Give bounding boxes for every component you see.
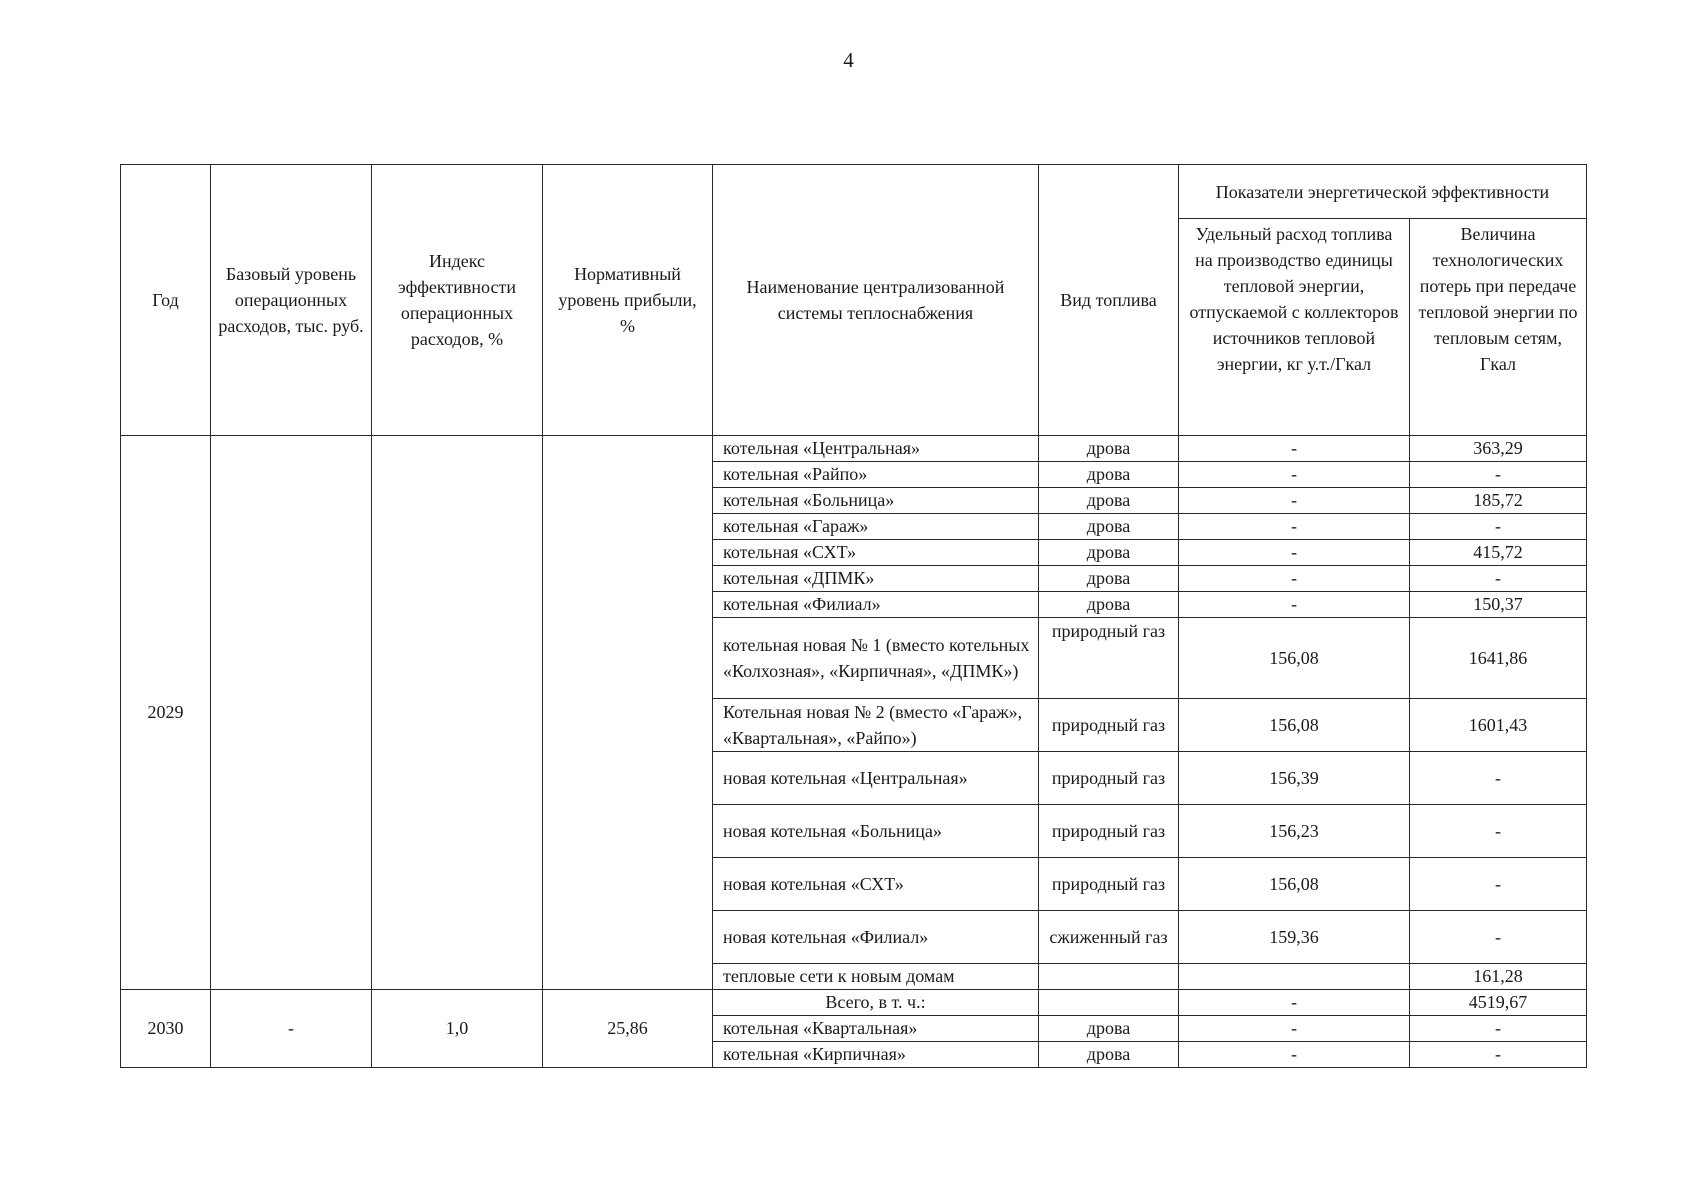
- fuel-cell: [1039, 990, 1179, 1016]
- fuel-cell: дрова: [1039, 514, 1179, 540]
- losses-cell: -: [1410, 752, 1587, 805]
- fuel-cell: дрова: [1039, 1042, 1179, 1068]
- losses-cell: 1641,86: [1410, 618, 1587, 699]
- profit-level-cell: 25,86: [543, 990, 713, 1068]
- header-efficiency-index: Индекс эффективности операционных расходов, %: [372, 165, 543, 436]
- efficiency-index-cell: [372, 436, 543, 990]
- system-name-cell: котельная «Больница»: [713, 488, 1039, 514]
- losses-cell: -: [1410, 911, 1587, 964]
- header-base-level: Базовый уровень операционных расходов, тыс. руб.: [211, 165, 372, 436]
- losses-cell: 363,29: [1410, 436, 1587, 462]
- fuel-cell: дрова: [1039, 1016, 1179, 1042]
- header-profit-level: Нормативный уровень прибыли, %: [543, 165, 713, 436]
- year-cell: 2029: [121, 436, 211, 990]
- header-specific-fuel: [1179, 219, 1410, 436]
- specific-fuel-cell: -: [1179, 514, 1410, 540]
- fuel-cell: дрова: [1039, 436, 1179, 462]
- losses-cell: -: [1410, 566, 1587, 592]
- losses-cell: -: [1410, 805, 1587, 858]
- losses-cell: -: [1410, 1016, 1587, 1042]
- fuel-cell: дрова: [1039, 488, 1179, 514]
- system-name-cell: новая котельная «Больница»: [713, 805, 1039, 858]
- base-level-cell: [211, 436, 372, 990]
- specific-fuel-cell: -: [1179, 488, 1410, 514]
- fuel-cell: природный газ: [1039, 618, 1179, 699]
- fuel-cell: дрова: [1039, 462, 1179, 488]
- specific-fuel-cell: -: [1179, 462, 1410, 488]
- specific-fuel-cell: -: [1179, 566, 1410, 592]
- header-year: Год: [121, 165, 211, 436]
- profit-level-cell: [543, 436, 713, 990]
- system-name-cell: новая котельная «СХТ»: [713, 858, 1039, 911]
- table-row: [121, 990, 1587, 1016]
- system-name-cell: котельная «Квартальная»: [713, 1016, 1039, 1042]
- system-name-cell: котельная «СХТ»: [713, 540, 1039, 566]
- specific-fuel-cell: 156,08: [1179, 699, 1410, 752]
- page-number: 4: [843, 48, 854, 72]
- table-row: [121, 436, 1587, 462]
- system-name-cell: новая котельная «Филиал»: [713, 911, 1039, 964]
- specific-fuel-cell: 159,36: [1179, 911, 1410, 964]
- specific-fuel-cell: -: [1179, 1042, 1410, 1068]
- system-name-cell: котельная «Центральная»: [713, 436, 1039, 462]
- system-name-cell: новая котельная «Центральная»: [713, 752, 1039, 805]
- header-losses-text: Величина технологических потерь при передаче тепловой энергии по тепловым сетям, Гкал: [1418, 224, 1578, 374]
- tariff-table: [120, 164, 1587, 1068]
- efficiency-index-cell: 1,0: [372, 990, 543, 1068]
- specific-fuel-cell: -: [1179, 540, 1410, 566]
- fuel-cell: сжиженный газ: [1039, 911, 1179, 964]
- system-name-cell: котельная «Гараж»: [713, 514, 1039, 540]
- system-name-cell: котельная «Райпо»: [713, 462, 1039, 488]
- losses-cell: -: [1410, 514, 1587, 540]
- system-name-cell: котельная «Кирпичная»: [713, 1042, 1039, 1068]
- fuel-cell: дрова: [1039, 566, 1179, 592]
- header-fuel-type: Вид топлива: [1039, 165, 1179, 436]
- header-losses: [1410, 219, 1587, 436]
- year-cell: 2030: [121, 990, 211, 1068]
- specific-fuel-cell: [1179, 964, 1410, 990]
- fuel-cell: природный газ: [1039, 699, 1179, 752]
- specific-fuel-cell: -: [1179, 436, 1410, 462]
- losses-cell: -: [1410, 1042, 1587, 1068]
- system-name-cell: Котельная новая № 2 (вместо «Гараж», «Квартальная», «Райпо»): [713, 699, 1039, 752]
- specific-fuel-cell: -: [1179, 592, 1410, 618]
- specific-fuel-cell: 156,23: [1179, 805, 1410, 858]
- fuel-cell: природный газ: [1039, 858, 1179, 911]
- losses-cell: -: [1410, 858, 1587, 911]
- specific-fuel-cell: -: [1179, 1016, 1410, 1042]
- specific-fuel-cell: 156,08: [1179, 618, 1410, 699]
- fuel-cell: природный газ: [1039, 805, 1179, 858]
- losses-cell: 1601,43: [1410, 699, 1587, 752]
- header-specific-fuel-text: Удельный расход топлива на производство единицы тепловой энергии, отпускаемой с коллекторов источников тепловой энергии, кг у.т./Гкал: [1189, 224, 1399, 374]
- header-energy-group: Показатели энергетической эффективности: [1179, 165, 1587, 219]
- fuel-cell: [1039, 964, 1179, 990]
- losses-cell: 415,72: [1410, 540, 1587, 566]
- specific-fuel-cell: 156,39: [1179, 752, 1410, 805]
- system-name-cell: тепловые сети к новым домам: [713, 964, 1039, 990]
- losses-cell: 161,28: [1410, 964, 1587, 990]
- base-level-cell: -: [211, 990, 372, 1068]
- fuel-cell: природный газ: [1039, 752, 1179, 805]
- fuel-cell: дрова: [1039, 540, 1179, 566]
- specific-fuel-cell: -: [1179, 990, 1410, 1016]
- system-name-cell: котельная новая № 1 (вместо котельных «Колхозная», «Кирпичная», «ДПМК»): [713, 618, 1039, 699]
- header-system-name: Наименование централизованной системы теплоснабжения: [713, 165, 1039, 436]
- system-name-cell: котельная «Филиал»: [713, 592, 1039, 618]
- losses-cell: 185,72: [1410, 488, 1587, 514]
- fuel-cell: дрова: [1039, 592, 1179, 618]
- specific-fuel-cell: 156,08: [1179, 858, 1410, 911]
- losses-cell: 150,37: [1410, 592, 1587, 618]
- losses-cell: -: [1410, 462, 1587, 488]
- system-name-cell: котельная «ДПМК»: [713, 566, 1039, 592]
- total-label-cell: Всего, в т. ч.:: [713, 990, 1039, 1016]
- losses-cell: 4519,67: [1410, 990, 1587, 1016]
